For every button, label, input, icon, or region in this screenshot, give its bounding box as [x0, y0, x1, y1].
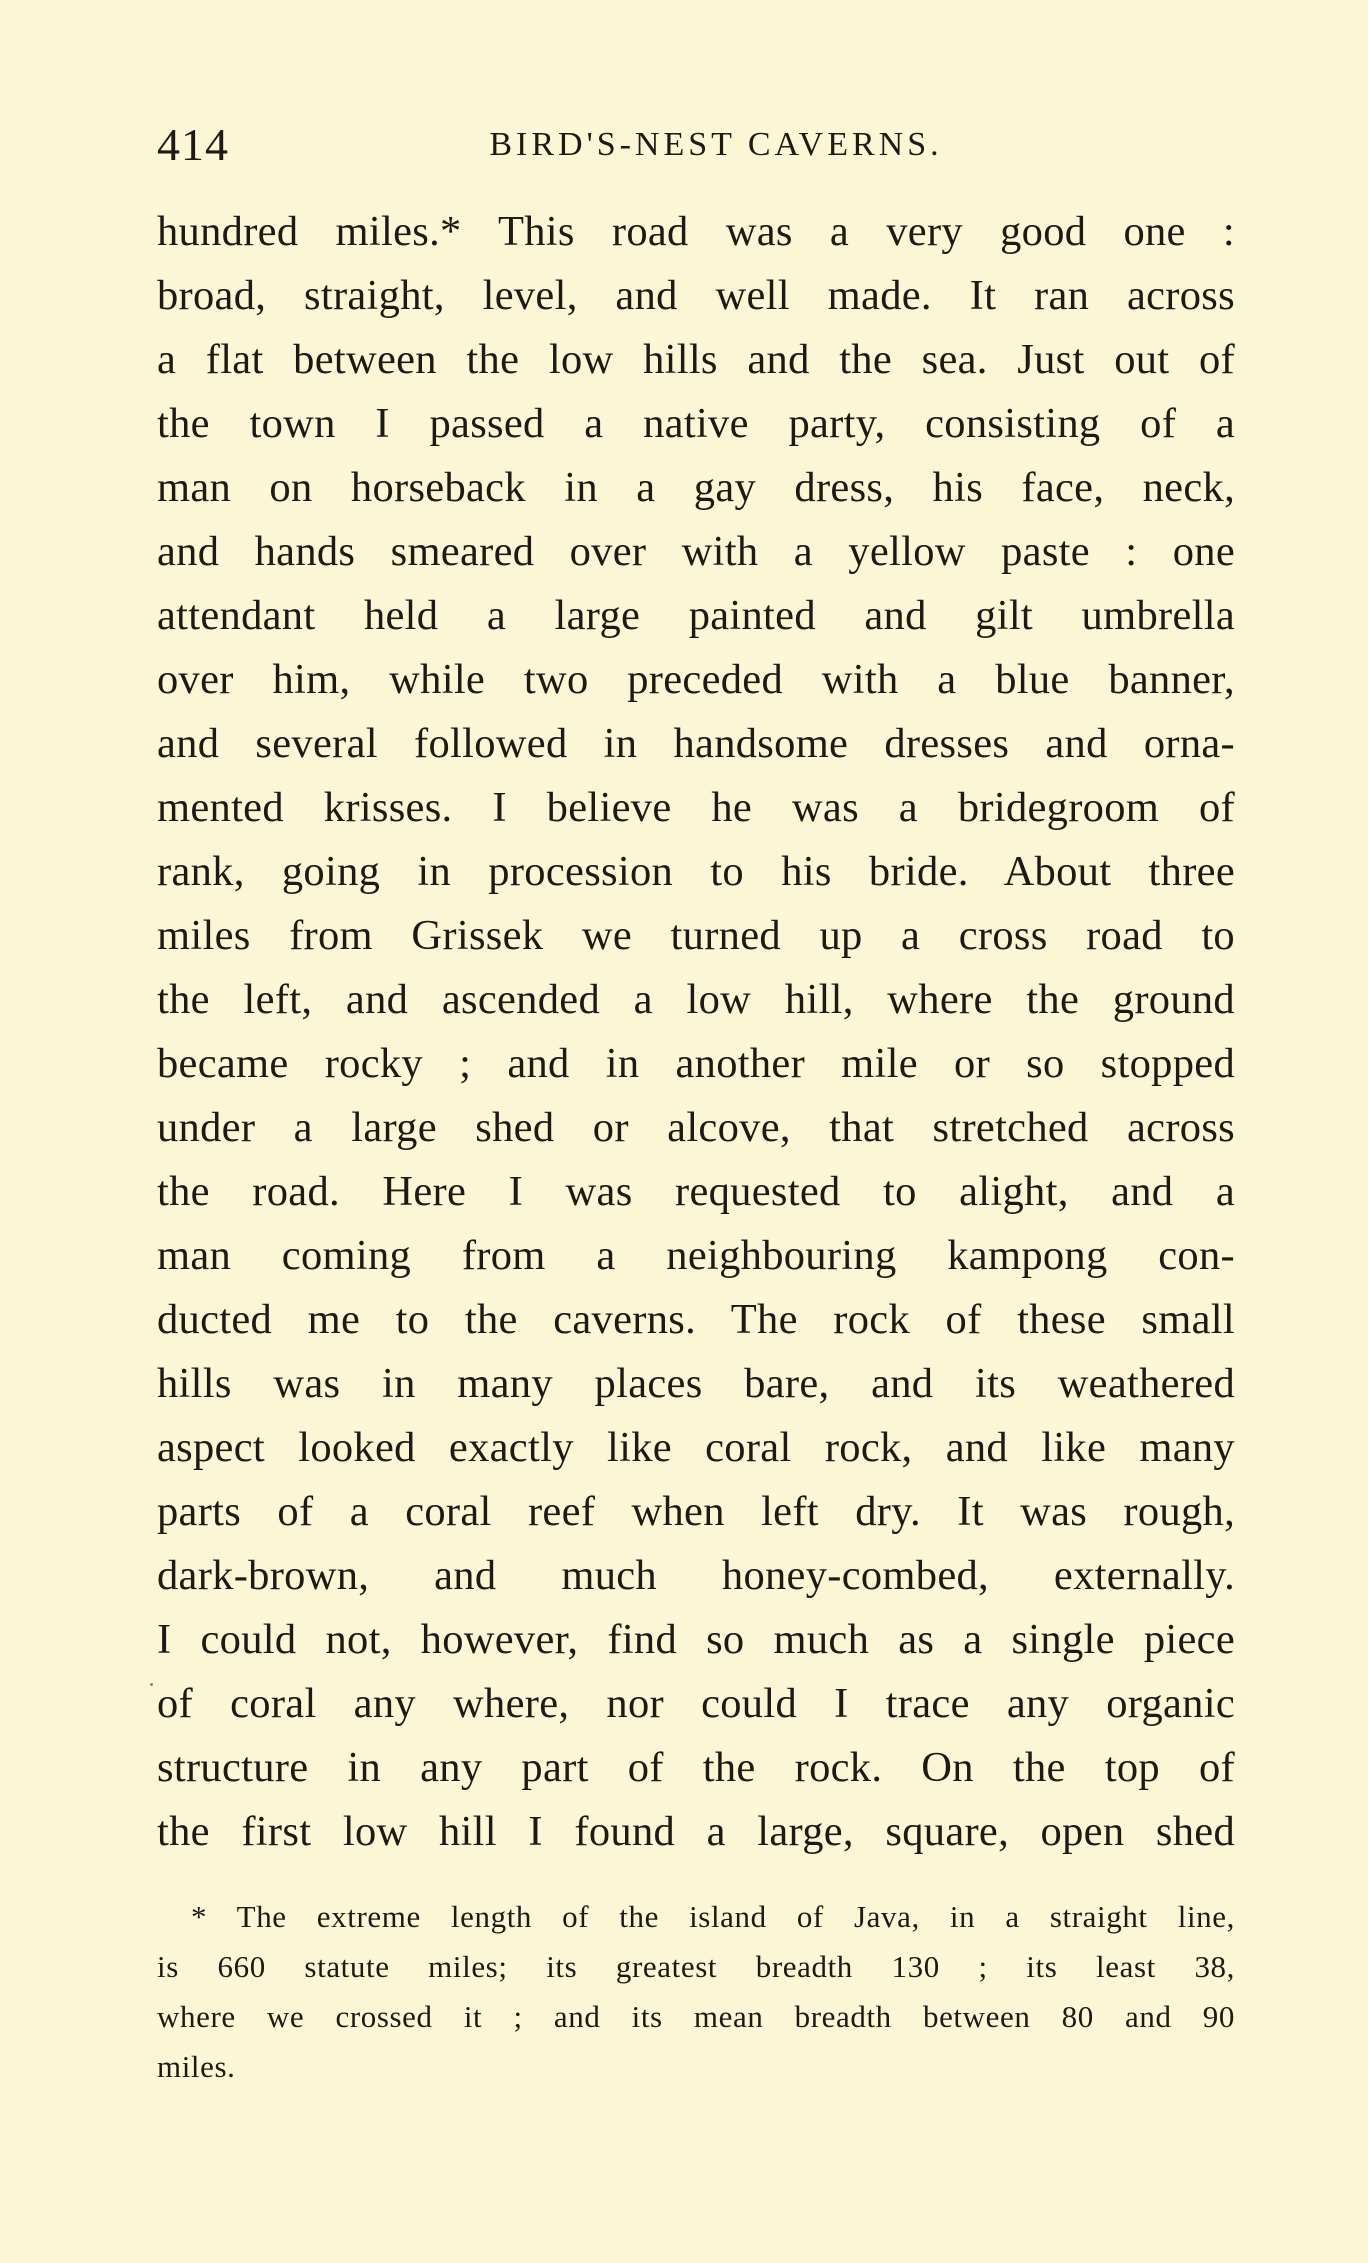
footnote-line: miles. [157, 2049, 236, 2084]
text-line: the first low hill I found a large, square, open shed [157, 1808, 1235, 1855]
text-line: of coral any where, nor could I trace any organic [157, 1680, 1235, 1727]
text-line: the road. Here I was requested to alight, and a [157, 1168, 1235, 1215]
text-line: under a large shed or alcove, that stretched across [157, 1104, 1235, 1151]
page-header [157, 118, 1235, 178]
footnote-line: where we crossed it ; and its mean breadth between 80 and 90 [157, 1999, 1235, 2034]
text-line: dark-brown, and much honey-combed, externally. [157, 1552, 1235, 1599]
text-line: hills was in many places bare, and its weathered [157, 1360, 1235, 1407]
text-line: mented krisses. I believe he was a bridegroom of [157, 784, 1235, 831]
text-line: man coming from a neighbouring kampong con- [157, 1232, 1235, 1279]
text-line: and hands smeared over with a yellow paste : one [157, 528, 1235, 575]
text-line: hundred miles.* This road was a very good one : [157, 208, 1235, 255]
text-line: parts of a coral reef when left dry. It was rough, [157, 1488, 1235, 1535]
body-text [157, 200, 1235, 1864]
page-number: 414 [157, 119, 229, 170]
text-line: structure in any part of the rock. On the top of [157, 1744, 1235, 1791]
text-line: became rocky ; and in another mile or so stopped [157, 1040, 1235, 1087]
footnote-line: is 660 statute miles; its greatest breadth 130 ; its least 38, [157, 1949, 1235, 1984]
footnote-line: * The extreme length of the island of Java, in a straight line, [191, 1899, 1235, 1934]
paper-speck [150, 1683, 153, 1686]
text-line: man on horseback in a gay dress, his face, neck, [157, 464, 1235, 511]
text-line: the town I passed a native party, consisting of a [157, 400, 1235, 447]
text-line: and several followed in handsome dresses and orna- [157, 720, 1235, 767]
text-line: a flat between the low hills and the sea. Just out of [157, 336, 1235, 383]
text-line: rank, going in procession to his bride. About three [157, 848, 1235, 895]
running-head: BIRD'S-NEST CAVERNS. [489, 126, 943, 163]
text-line: the left, and ascended a low hill, where the ground [157, 976, 1235, 1023]
text-line: broad, straight, level, and well made. It ran across [157, 272, 1235, 319]
text-line: attendant held a large painted and gilt umbrella [157, 592, 1235, 639]
text-line: ducted me to the caverns. The rock of these small [157, 1296, 1235, 1343]
text-line: aspect looked exactly like coral rock, and like many [157, 1424, 1235, 1471]
text-line: miles from Grissek we turned up a cross road to [157, 912, 1235, 959]
text-line: over him, while two preceded with a blue banner, [157, 656, 1235, 703]
text-line: I could not, however, find so much as a single piece [157, 1616, 1235, 1663]
footnote [157, 1892, 1235, 2092]
